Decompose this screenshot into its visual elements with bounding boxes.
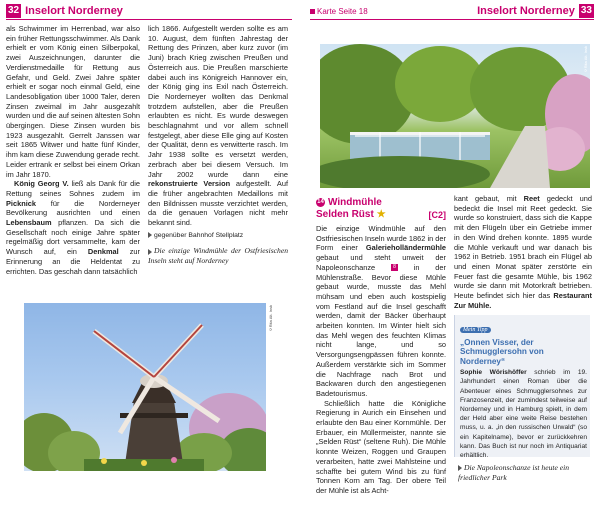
left-page-header [6,4,123,18]
paragraph: König Georg V. ließ als Dank für die Rettung seines Sohnes zudem im Picknick für die Norderneyer Bevölkerung ausrichten und einen Lebensbaum pflanzen. Da sich die Gesellschaft noch einige Jahre später regelmäßig dort versammelte, kam der Wunsch auf, ein Denkmal zur Erinnerung an die Heldentat zu errichten. Das geschah dann tatsächlich [6,179,140,276]
right-header-rule [310,19,594,20]
right-text-column-2 [454,194,592,310]
map-ref-badge[interactable]: 8 [391,264,398,271]
windmill-illustration [24,303,266,471]
section-heading [316,197,446,220]
tip-box [454,315,590,460]
arrow-icon [148,232,152,238]
tip-text: Sophie Wörishöffer schrieb im 19. Jahrhundert einen Roman über die Abenteuer eines Schmugglersohnes zur Franzosenzeit, der zumindest teilweise auf Norderney und in Hamburg spielt, in dem der Held aber eine weite Reise bestehen muss, u. a. „in den russischen Urwald“ (so ein Kapitelname), bevor er zurückkehren kann. Das Buch ist nur noch im Antiquariat erhältlich. [460,369,587,460]
right-page-header [310,4,594,18]
tip-title: „Onnen Visser, der Schmugglersohn von Norderney“ [460,338,544,366]
left-page-number: 32 [8,5,20,16]
windmill-photo [24,303,266,471]
left-header-rule [6,19,292,20]
transit-info: gegenüber Bahnhof Stellplatz [148,231,288,241]
schanze-caption: Die Napoleonschanze ist heute ein friedlicher Park [458,463,570,482]
grid-ref: [C2] [428,209,446,220]
left-running-head: Inselort Norderney [25,5,123,17]
map-square-icon [310,9,315,14]
caption-arrow-icon [148,249,152,255]
section-subtitle: Selden Rüst [316,209,374,220]
section-number: 14 [317,199,324,205]
star-icon: ★ [376,209,386,220]
paragraph: als Schwimmer im Herrenbad, war also ein früher Rettungsschwimmer. Als Dank erhielt er vom König einen Silberpokal, zwei Auszeichnungen, darunter die Verdienstmedaille für Rettung aus Gefahr, und Geld. Zwei Jahre später erhielt er sogar noch einmal Geld, eine Landesobligation über 1000 Taler, deren Zinsen zweimal im Jahr ausgezahlt wurden und die auf seinen ältesten Sohn übergingen. Diese Zinsen wurden bis 1923 ausgezahlt. Gerrelt Janssen war seit 1865 Witwer und hatte fünf Kinder, ihm kam diese Zuwendung gerade recht. Leider ertrank er selbst bei einem Orkan im Jahr 1870. [6,24,140,179]
windmill-caption: Die einzige Windmühle der Ostfriesischen Inseln steht auf Norderney [148,246,288,266]
paragraph: kant gebaut, mit Reet gedeckt und bedeckt die Insel mit Reet gedeckt. Sie wurde so konstruiert, dass sich die Kappe mit den Flügeln über ein Getriebe immer in den Wind drehen konnte. 1895 wurde die Mühle verkauft und war danach bis 1962 in Betrieb. 1951 brach ein Flügel ab und einen Monat später zerstörte ein Feuer fast die gesamte Mühle, bis 1962 wurde sie dann mit Motorkraft betrieben. Heute befindet sich hier das Restaurant Zur Mühle. [454,194,592,310]
right-running-head: Inselort Norderney [477,5,575,17]
map-reference[interactable]: Karte Seite 18 [310,7,368,16]
right-page-number: 33 [580,5,592,16]
park-illustration [320,44,590,188]
paragraph: Die einzige Windmühle auf den Ostfriesischen Inseln wurde 1862 in der Form einer Galerieholländermühle gebaut und steht unweit der Napoleonschanze 8 in der Mühlenstraße. Bevor diese Mühle gebaut wurde, musste das Mehl mühsam und eben auch kostspielig vom Festland auf die Insel geschafft werden, damit der Bäcker überhaupt arbeiten konnten. Im Winter hielt sich das Mehl wegen des feuchten Klimas nicht lange, und so Versorgungsengpässen führen konnte. Außerdem verstärkte sich im Sommer die Nachfrage nach Brot und Backwaren durch den angestiegenen Badetourismus. [316,224,446,398]
park-photo [320,44,590,188]
right-text-column-1 [316,224,446,496]
left-text-column-2 [148,24,288,266]
photo-credit-left: ©Rita Alt. Insk [268,305,273,333]
left-text-column-1 [6,24,140,276]
paragraph: lich 1866. Aufgestellt werden sollte es am 10. August, dem fünften Jahrestag der Rettung des Prinzen, aber kurz zuvor (im Juni) brach Krieg zwischen Preußen und Österreich aus. Die Preußen marschierte dabei auch ins Königreich Hannover ein, der König ging ins Exil nach Österreich. Die Norderneyer wollten das Denkmal trotzdem aufstellen, aber die Preußen erlaubten es nicht. Es wurde deswegen beschlagnahmt und vor allem schnell festgelegt, aber diese Elle ging auf Kosten der Qualität, denn es verwitterte rasch. Im Jahr 1938 sollte es versetzt werden, zerbrach aber bei diesem Versuch. Im Jahr 2002 wurde dann eine rekonstruierte Version aufgestellt. Auf die früher angebrachten Medaillons mit den Bildnissen musste verzichtet werden, da die genauen Vorlagen nicht mehr bekannt sind. [148,24,288,228]
paragraph: Schließlich hatte die Königliche Regierung in Aurich ein Einsehen und erlaubte den Bau einer Kornmühle. Der Erbauer, ein Müllermeister, nannte sie „Selden Rüst“ (seltene Ruh). Die Mühle konnte Weizen, Roggen und Graupen verarbeiten, hatte zwei Mahlsteine und schaffte bei gutem Wind bis zu fünf Tonnen Korn am Tag. Der obere Teil der Mühle ist als Acht- [316,398,446,495]
photo-credit-right: ©Rita Alt. Insk [583,46,588,74]
section-title: Windmühle [328,197,382,208]
caption-arrow-icon [458,465,462,471]
tip-badge: Mein Tipp [460,327,491,333]
